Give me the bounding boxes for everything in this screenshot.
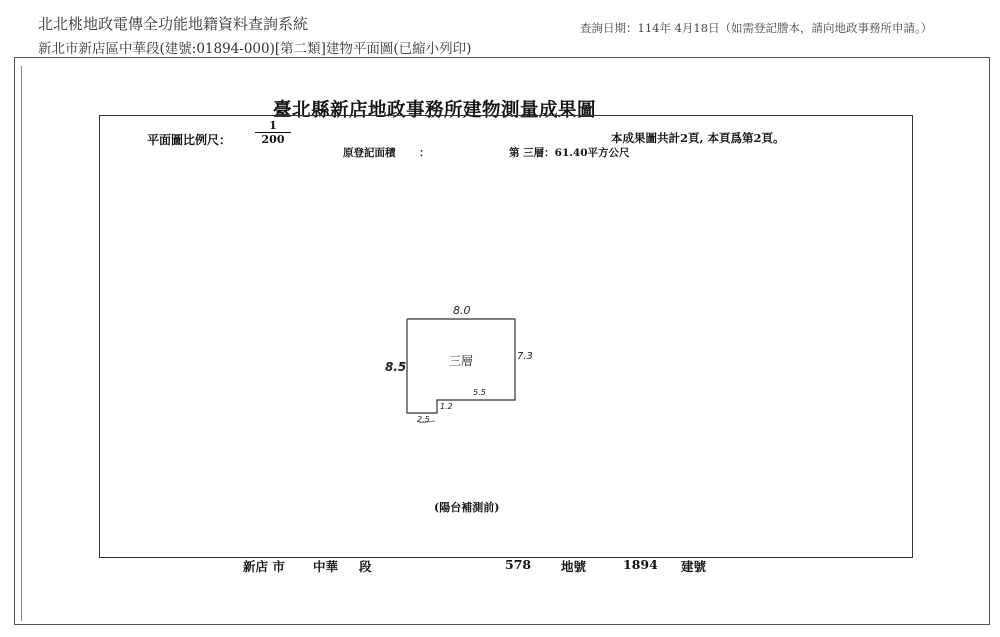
footer-lot-number: 578 xyxy=(505,557,532,572)
balcony-note: (陽台補測前) xyxy=(434,501,500,514)
footer-building-number: 1894 xyxy=(623,557,658,572)
pages-note: 本成果圖共計2頁, 本頁爲第2頁。 xyxy=(611,131,785,145)
area-colon: ： xyxy=(419,147,430,159)
dimension-step: 1.2 xyxy=(440,402,453,411)
scale-denominator: 200 xyxy=(261,133,285,146)
area-label: 原登記面積 xyxy=(343,147,396,159)
scanned-document xyxy=(14,57,990,625)
dimension-bottom: 2.5 xyxy=(417,415,430,424)
floor-label: 三層 xyxy=(449,354,474,368)
dimension-inner: 5.5 xyxy=(473,388,486,397)
footer-lot-label: 地號 xyxy=(561,559,587,574)
footer-section-unit: 段 xyxy=(359,559,372,574)
floor-plan-sketch xyxy=(15,58,991,626)
dimension-top: 8.0 xyxy=(453,304,471,317)
document-subtitle: 新北市新店區中華段(建號:01894-000)[第二類]建物平面圖(已縮小列印) xyxy=(38,41,472,57)
scale-label: 平面圖比例尺： xyxy=(147,133,232,147)
document-title: 臺北縣新店地政事務所建物測量成果圖 xyxy=(273,100,597,121)
dimension-left: 8.5 xyxy=(385,360,407,374)
footer-building-label: 建號 xyxy=(681,559,707,574)
query-date: 查詢日期：114年 4月18日（如需登記謄本，請向地政事務所申請。） xyxy=(580,21,933,35)
footer-city: 新店 市 xyxy=(243,559,285,574)
footer-section: 中華 xyxy=(313,559,339,574)
scale-numerator: 1 xyxy=(269,119,277,132)
system-name: 北北桃地政電傳全功能地籍資料查詢系統 xyxy=(38,15,309,33)
dimension-right: 7.3 xyxy=(517,351,533,362)
area-value: 第 三層：61.40平方公尺 xyxy=(509,147,630,159)
